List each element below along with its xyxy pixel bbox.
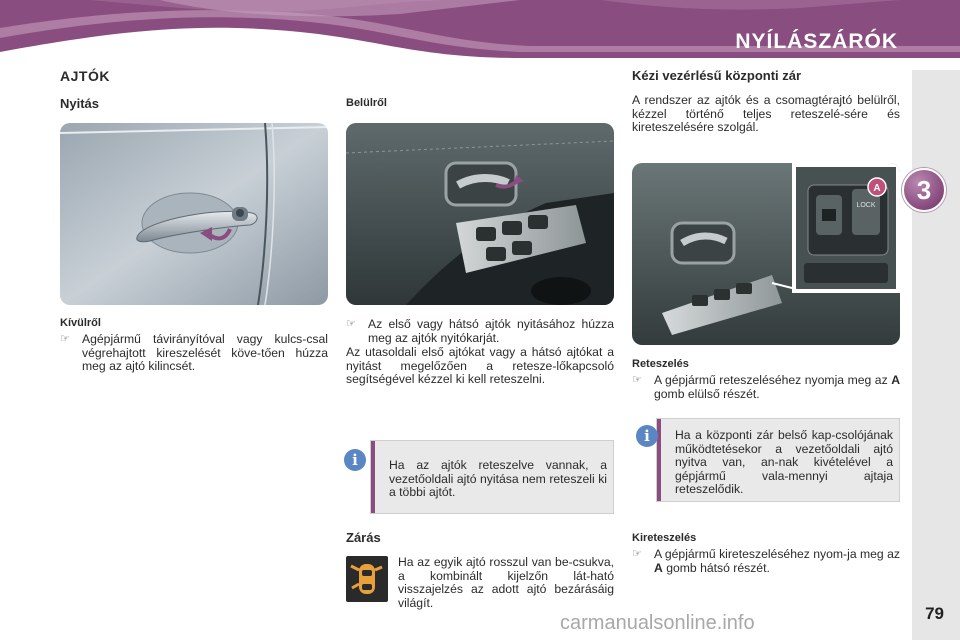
info-text-right: Ha a központi zár belső kap-csolójának működtetésekor a vezetőoldali ajtó nyitva van, an-nak kivételével a gépjármű vala-mennyi ajtaja reteszelődik. <box>675 428 893 496</box>
info-box-stripe <box>371 441 375 513</box>
door-handle-outside-photo <box>60 123 328 305</box>
locking-text-1: A gépjármű reteszeléséhez nyomja meg az <box>654 373 892 387</box>
photo-label-a: A <box>873 183 881 194</box>
inside-bullet <box>346 318 614 345</box>
page-number: 79 <box>925 604 944 623</box>
hand-pointer-icon: ☞ <box>346 318 356 330</box>
locking-key: A <box>891 373 900 387</box>
inside-bullet-text: Az első vagy hátsó ajtók nyitásához húzza meg az ajtók nyitókarját. <box>368 317 614 345</box>
unlocking-key: A <box>654 560 663 575</box>
inside-paragraph: Az utasoldali első ajtókat vagy a hátsó ajtókat a nyitást megelőzően a retesze-lőkapcsoló segítségével kézzel ki kell reteszelni. <box>346 345 614 386</box>
central-lock-switch-photo <box>632 163 900 345</box>
watermark: carmanualsonline.info <box>560 612 755 634</box>
info-box-right <box>656 418 900 502</box>
info-box-stripe <box>657 419 661 501</box>
opening-heading: Nyitás <box>60 96 100 111</box>
locking-text-2: gomb elülső részét. <box>654 386 760 401</box>
chapter-badge[interactable]: 3 <box>902 168 946 212</box>
unlocking-text-1: A gépjármű kireteszeléséhez nyom-ja meg az <box>654 547 900 561</box>
page-header <box>0 0 960 62</box>
central-lock-intro: A rendszer az ajtók és a csomagtérajtó belülről, kézzel történő teljes reteszelé-sére és kireteszelésére szolgál. <box>632 93 900 134</box>
hand-pointer-icon: ☞ <box>60 333 70 345</box>
info-icon: i <box>344 449 366 471</box>
info-box-middle <box>370 440 614 514</box>
door-open-warning-icon <box>346 556 388 602</box>
outside-text: Agépjármű távirányítóval vagy kulcs-csal végrehajtott kireszelését köve-tően húzza meg az ajtó kilincsét. <box>82 332 328 373</box>
locking-bullet <box>632 374 900 401</box>
main-heading: AJTÓK <box>60 68 110 84</box>
unlocking-text-2: gomb hátsó részét. <box>662 560 770 575</box>
outside-heading: Kívülről <box>60 317 101 329</box>
closing-text: Ha az egyik ajtó rosszul van be-csukva, a kombinált kijelzőn lát-ható visszajelzés az adott ajtó bezárásáig világít. <box>398 555 614 610</box>
unlocking-heading: Kireteszelés <box>632 532 697 544</box>
photo-label-lock: LOCK <box>856 202 876 209</box>
inside-heading: Belülről <box>346 97 387 109</box>
unlocking-bullet <box>632 548 900 575</box>
right-sidebar <box>912 70 960 640</box>
closing-heading: Zárás <box>346 530 381 545</box>
central-lock-heading: Kézi vezérlésű központi zár <box>632 68 802 83</box>
section-title: NYÍLÁSZÁRÓK <box>735 30 898 53</box>
info-icon: i <box>636 425 658 447</box>
hand-pointer-icon: ☞ <box>632 374 642 386</box>
outside-bullet <box>60 333 328 374</box>
hand-pointer-icon: ☞ <box>632 548 642 560</box>
locking-heading: Reteszelés <box>632 358 689 370</box>
door-handle-inside-photo <box>346 123 614 305</box>
info-text-middle: Ha az ajtók reteszelve vannak, a vezetőoldali ajtó nyitása nem reteszeli ki a többi ajtót. <box>389 458 607 499</box>
